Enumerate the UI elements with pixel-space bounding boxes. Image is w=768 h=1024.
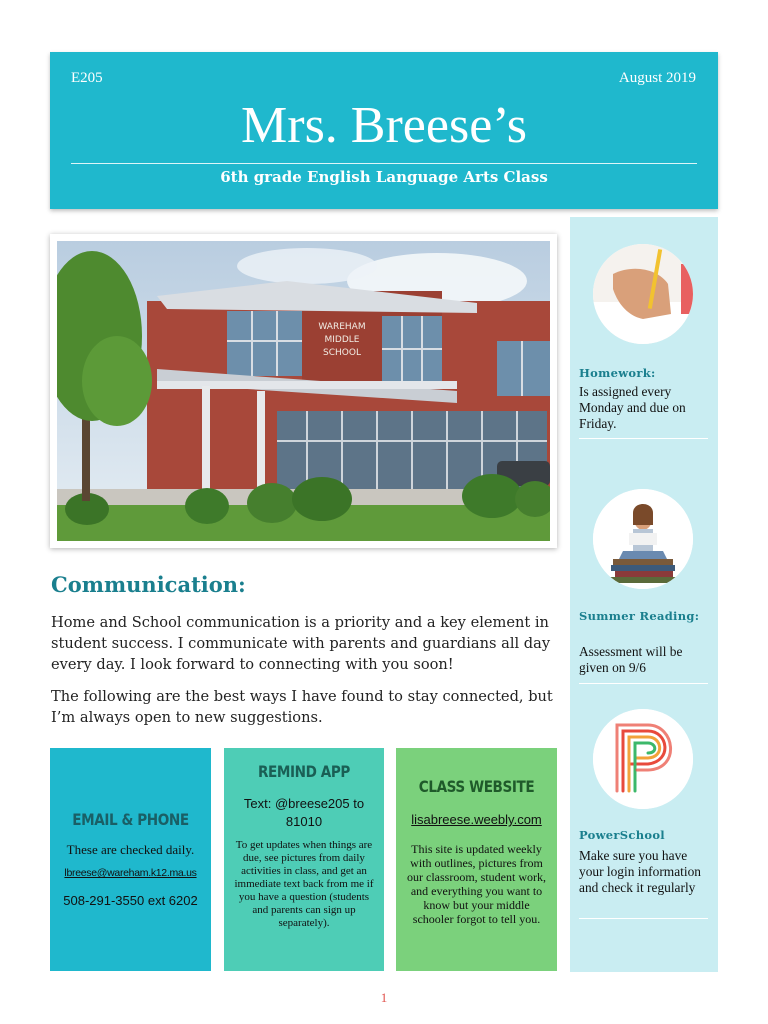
communication-paragraph-2: The following are the best ways I have found to stay connected, but I’m always open to new suggestions.: [51, 688, 553, 726]
svg-text:SCHOOL: SCHOOL: [323, 348, 361, 358]
email-link[interactable]: lbreese@wareham.k12.ma.us: [64, 867, 197, 879]
powerschool-logo: [593, 709, 693, 809]
sidebar: [570, 217, 718, 972]
email-phone-title: EMAIL & PHONE: [72, 810, 189, 829]
page-title: Mrs. Breese’s: [241, 97, 527, 154]
homework-image: [593, 244, 693, 344]
remind-text-code: Text: @breese205 to: [243, 796, 365, 811]
phone-number: 508-291-3550 ext 6202: [63, 893, 198, 908]
communication-heading: Communication:: [51, 572, 246, 597]
email-phone-box: [50, 748, 211, 971]
school-sign: [318, 322, 365, 358]
summer-reading-text: Assessment will be given on 9/6: [579, 644, 683, 675]
summer-reading-image: [593, 489, 693, 589]
page-number: 1: [380, 990, 388, 1005]
homework-heading: Homework:: [579, 366, 656, 380]
class-website-title: CLASS WEBSITE: [418, 777, 535, 796]
website-link[interactable]: lisabreese.weebly.com: [411, 812, 542, 827]
email-checked-note: These are checked daily.: [66, 842, 195, 857]
svg-text:WAREHAM: WAREHAM: [318, 322, 366, 332]
page-subtitle: 6th grade English Language Arts Class: [220, 168, 548, 186]
room-number: E205: [71, 70, 103, 86]
issue-date: August 2019: [618, 70, 696, 86]
summer-reading-heading: Summer Reading:: [579, 609, 700, 623]
website-details: This site is updated weekly with outlines, pictures from our classroom, student work, and everything you want to know but your middle schooler forgot to tell you.: [407, 842, 546, 926]
powerschool-heading: PowerSchool: [579, 828, 665, 842]
powerschool-text: Make sure you have your login information and check it regularly: [579, 848, 701, 895]
school-building-image: [57, 241, 550, 541]
remind-details: To get updates when things are due, see pictures from daily activities in class, and get an immediate text back from me if you have a question (students and parents can sign up separately).: [234, 839, 374, 929]
sidebar-divider: [579, 683, 708, 684]
remind-number: 81010: [285, 814, 323, 829]
school-photo: [50, 234, 557, 548]
homework-text: Is assigned every Monday and due on Friday.: [579, 384, 686, 431]
header-divider: [71, 163, 697, 164]
communication-paragraph-1: Home and School communication is a priority and a key element in student success. I communicate with parents and guardians all day every day. I look forward to connecting with you soon!: [51, 614, 551, 673]
class-website-box: [396, 748, 557, 971]
remind-app-box: [224, 748, 384, 971]
header-banner: [50, 52, 718, 209]
sidebar-divider: [579, 438, 708, 439]
svg-text:MIDDLE: MIDDLE: [324, 335, 360, 345]
remind-app-title: REMIND APP: [258, 762, 350, 781]
sidebar-divider: [579, 918, 708, 919]
